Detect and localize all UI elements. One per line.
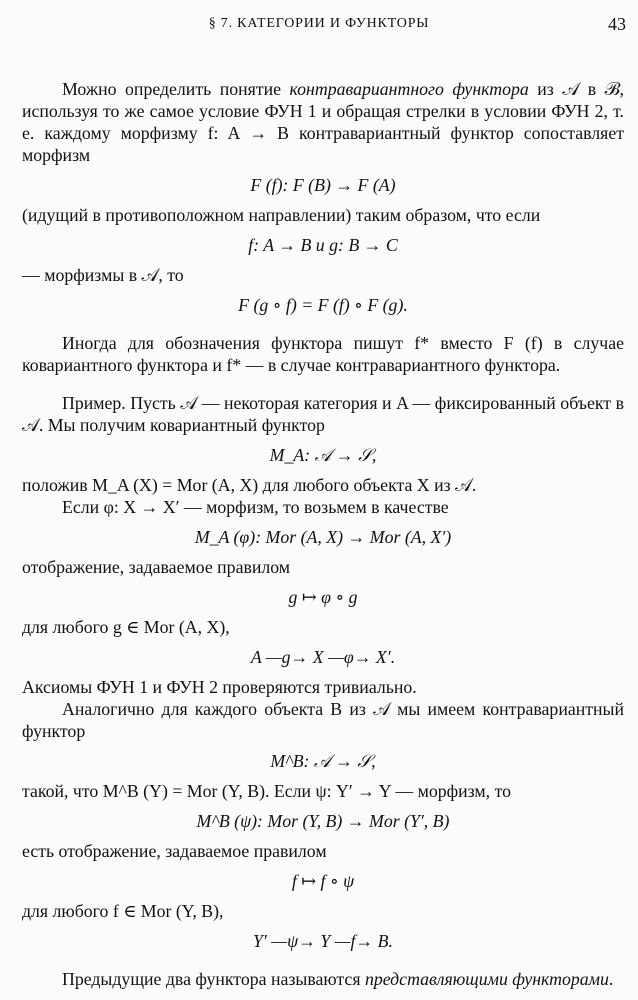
paragraph-notation: Иногда для обозначения функтора пишут f* вместо F (f) в случае ковариантного функтора и f* — в случае контравариантного функтора. [22, 333, 624, 375]
term-contravariant-functor: контравариантного функтора [289, 79, 529, 99]
paragraph: Если φ: X → X′ — морфизм, то возьмем в качестве [62, 497, 449, 517]
formula-mb-psi: M^B (ψ): Mor (Y, B) → Mor (Y′, B) [196, 811, 450, 831]
paragraph: отображение, задаваемое правилом [22, 557, 291, 577]
paragraph: (идущий в противоположном направлении) таким образом, что если [22, 205, 541, 225]
running-head: § 7. КАТЕГОРИИ И ФУНКТОРЫ [208, 16, 430, 31]
formula-ma-phi: M_A (φ): Mor (A, X) → Mor (A, X′) [194, 527, 452, 547]
paragraph: — морфизмы в 𝒜, то [22, 265, 184, 285]
text: из 𝒜 в ℬ, используя то же самое условие ФУН 1 и обращая стрелки в условии ФУН 2, т. е. каждому морфизму f: A → B контравариантный функтор сопоставляет морфизм [22, 79, 624, 165]
term-representable-functors: представляющими функторами [364, 969, 609, 989]
formula-rule-f: f ↦ f ∘ ψ [291, 871, 355, 891]
paragraph: такой, что M^B (Y) = Mor (Y, B). Если ψ: Y′ → Y — морфизм, то [22, 781, 511, 801]
paragraph: Аксиомы ФУН 1 и ФУН 2 проверяются тривиально. [22, 677, 417, 697]
page-header [0, 14, 638, 38]
text: Можно определить понятие [62, 79, 290, 99]
formula-contravariant-morphism: F (f): F (B) → F (A) [250, 175, 396, 195]
page-number: 43 [608, 14, 626, 34]
paragraph: для любого f ∈ Mor (Y, B), [22, 901, 224, 921]
formula-rule-g: g ↦ φ ∘ g [288, 587, 358, 607]
formula-morphisms-f-g: f: A → B и g: B → C [248, 235, 398, 255]
page-body [22, 78, 624, 990]
paragraph: для любого g ∈ Mor (A, X), [22, 617, 230, 637]
paragraph: положив M_A (X) = Mor (A, X) для любого объекта X из 𝒜. [22, 475, 477, 495]
paragraph: Аналогично для каждого объекта B из 𝒜 мы имеем контравариантный функтор [22, 699, 624, 741]
formula-covariant-functor: M_A: 𝒜 → 𝒮, [269, 445, 377, 465]
paragraph-example: Пример. Пусть 𝒜 — некоторая категория и A — фиксированный объект в 𝒜. Мы получим ковариантный функтор [22, 393, 624, 435]
paragraph-representable [22, 968, 624, 990]
formula-contravariant-functor: M^B: 𝒜 → 𝒮, [270, 751, 376, 771]
text: . [608, 969, 614, 989]
formula-diagram-a-x: A —g→ X —φ→ X′. [250, 647, 396, 667]
paragraph: есть отображение, задаваемое правилом [22, 841, 327, 861]
formula-composition: F (g ∘ f) = F (f) ∘ F (g). [238, 295, 408, 315]
formula-diagram-y-b: Y′ —ψ→ Y —f→ B. [253, 931, 393, 951]
paragraph-contravariant-definition [22, 78, 624, 166]
text: Предыдущие два функтора называются [62, 969, 365, 989]
